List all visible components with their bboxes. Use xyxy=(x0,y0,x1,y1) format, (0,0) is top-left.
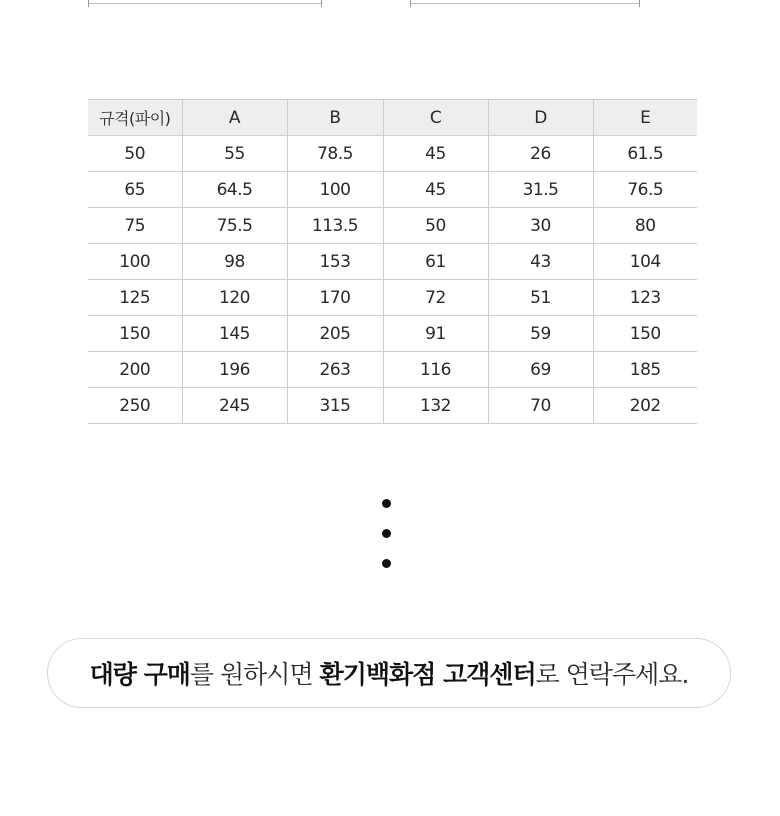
value-cell: 61 xyxy=(383,244,488,280)
value-cell: 132 xyxy=(383,388,488,424)
previous-diagram-fragment-right xyxy=(410,0,640,8)
value-cell: 104 xyxy=(593,244,697,280)
value-cell: 98 xyxy=(182,244,287,280)
dot xyxy=(382,529,391,538)
value-cell: 202 xyxy=(593,388,697,424)
value-cell: 31.5 xyxy=(488,172,593,208)
value-cell: 75.5 xyxy=(182,208,287,244)
dot xyxy=(382,499,391,508)
value-cell: 205 xyxy=(287,316,383,352)
header-size: 규격(파이) xyxy=(88,100,182,136)
value-cell: 50 xyxy=(383,208,488,244)
notice-text-2: 로 연락주세요. xyxy=(535,660,689,689)
table-row xyxy=(88,316,697,352)
size-cell: 250 xyxy=(88,388,182,424)
value-cell: 26 xyxy=(488,136,593,172)
value-cell: 123 xyxy=(593,280,697,316)
size-cell: 125 xyxy=(88,280,182,316)
value-cell: 70 xyxy=(488,388,593,424)
value-cell: 153 xyxy=(287,244,383,280)
value-cell: 55 xyxy=(182,136,287,172)
previous-diagram-fragment-left xyxy=(88,0,322,8)
bulk-purchase-notice xyxy=(47,638,731,708)
value-cell: 113.5 xyxy=(287,208,383,244)
size-cell: 75 xyxy=(88,208,182,244)
table-header-row xyxy=(88,100,697,136)
table-row xyxy=(88,280,697,316)
notice-bulk-purchase: 대량 구매 xyxy=(89,660,190,689)
value-cell: 185 xyxy=(593,352,697,388)
header-b: B xyxy=(287,100,383,136)
table-row xyxy=(88,136,697,172)
value-cell: 45 xyxy=(383,172,488,208)
header-d: D xyxy=(488,100,593,136)
spec-table xyxy=(88,99,697,424)
value-cell: 315 xyxy=(287,388,383,424)
table-row xyxy=(88,208,697,244)
notice-text-1: 를 원하시면 xyxy=(189,660,320,689)
value-cell: 116 xyxy=(383,352,488,388)
table-row xyxy=(88,244,697,280)
value-cell: 69 xyxy=(488,352,593,388)
notice-customer-center: 환기백화점 고객센터 xyxy=(319,660,536,689)
value-cell: 59 xyxy=(488,316,593,352)
value-cell: 145 xyxy=(182,316,287,352)
value-cell: 45 xyxy=(383,136,488,172)
value-cell: 196 xyxy=(182,352,287,388)
value-cell: 150 xyxy=(593,316,697,352)
size-cell: 65 xyxy=(88,172,182,208)
value-cell: 80 xyxy=(593,208,697,244)
value-cell: 51 xyxy=(488,280,593,316)
header-a: A xyxy=(182,100,287,136)
ellipsis-dots xyxy=(382,499,392,589)
header-e: E xyxy=(593,100,697,136)
value-cell: 43 xyxy=(488,244,593,280)
size-cell: 200 xyxy=(88,352,182,388)
value-cell: 61.5 xyxy=(593,136,697,172)
value-cell: 120 xyxy=(182,280,287,316)
header-c: C xyxy=(383,100,488,136)
table-row xyxy=(88,388,697,424)
value-cell: 78.5 xyxy=(287,136,383,172)
value-cell: 64.5 xyxy=(182,172,287,208)
dot xyxy=(382,559,391,568)
table-row xyxy=(88,172,697,208)
value-cell: 91 xyxy=(383,316,488,352)
table-row xyxy=(88,352,697,388)
size-cell: 50 xyxy=(88,136,182,172)
value-cell: 263 xyxy=(287,352,383,388)
value-cell: 30 xyxy=(488,208,593,244)
value-cell: 170 xyxy=(287,280,383,316)
value-cell: 100 xyxy=(287,172,383,208)
size-cell: 150 xyxy=(88,316,182,352)
value-cell: 245 xyxy=(182,388,287,424)
size-cell: 100 xyxy=(88,244,182,280)
value-cell: 76.5 xyxy=(593,172,697,208)
value-cell: 72 xyxy=(383,280,488,316)
